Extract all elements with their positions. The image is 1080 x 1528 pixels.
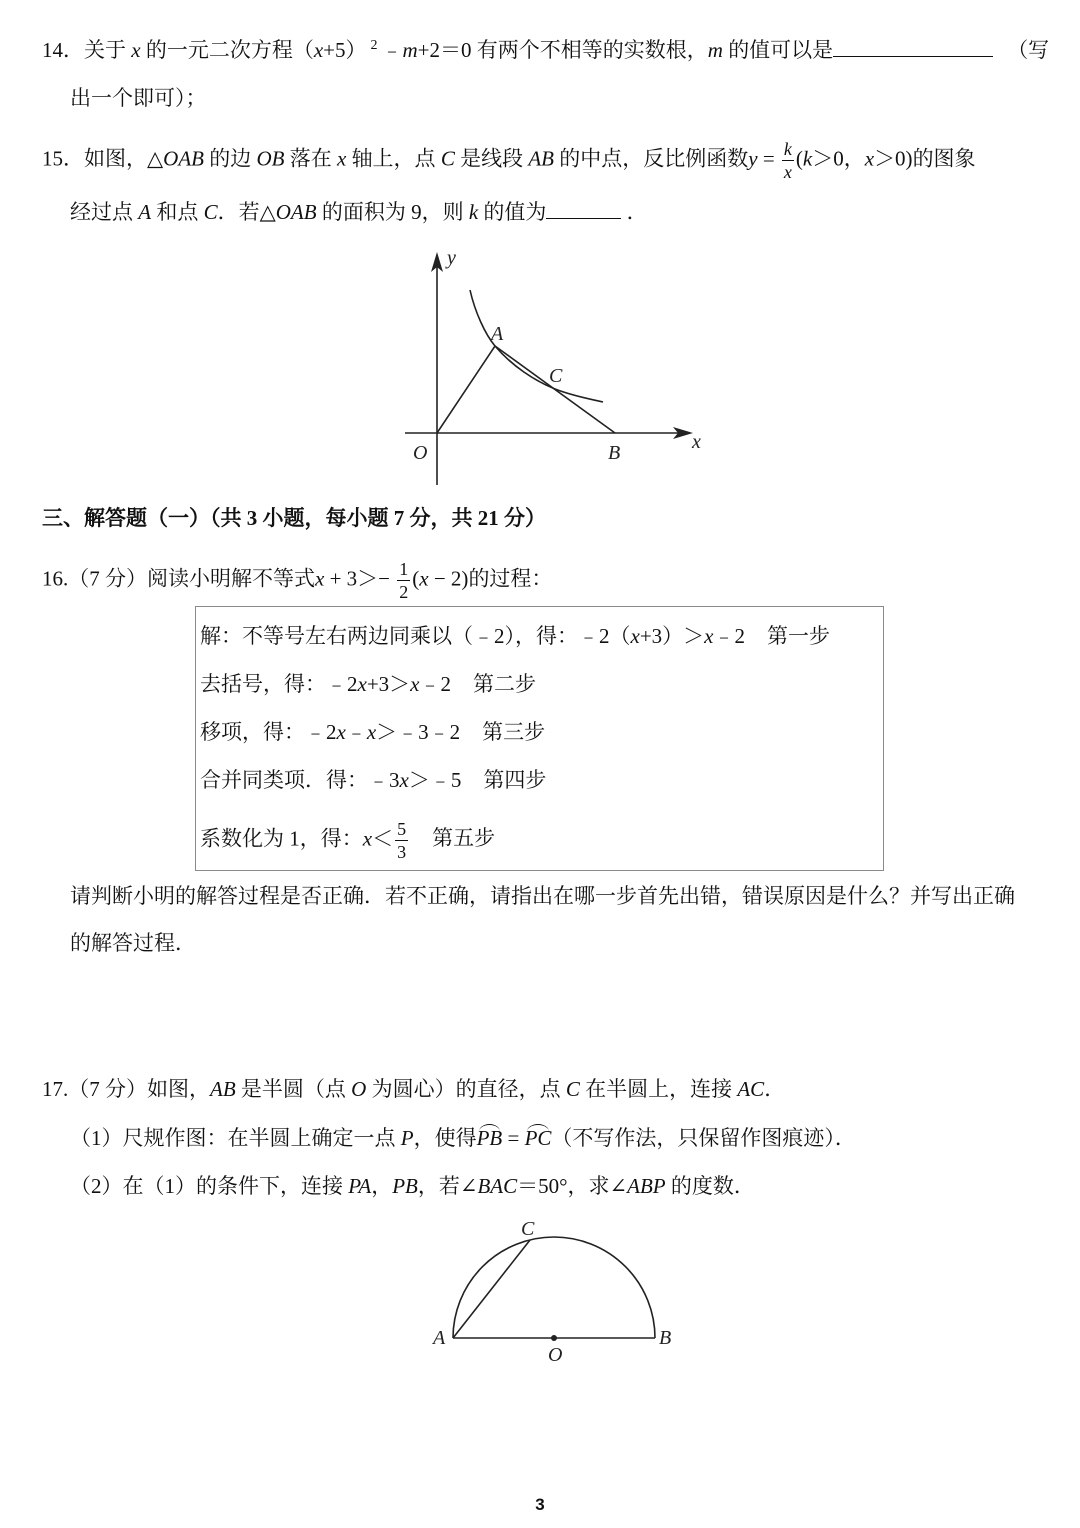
var-x: x [357, 672, 367, 696]
q16-math: − 2) [428, 566, 469, 591]
q17-text: （2）在（1）的条件下，连接 [70, 1174, 349, 1198]
label-O: O [548, 1344, 563, 1366]
q15-text: 经过点 [70, 200, 139, 224]
step-text: 解：不等号左右两边同乘以（﹣2），得：﹣2（ [200, 624, 631, 648]
q15-text: 和点 [151, 200, 204, 224]
q15-line-1 [42, 140, 976, 181]
q14-text: （写 [1007, 38, 1050, 62]
var-C: C [203, 200, 218, 224]
hyperbola-curve [470, 290, 603, 402]
step-text: ＜ [372, 826, 394, 851]
step-text: 合并同类项．得：﹣3 [200, 768, 400, 792]
q15-text: 的中点，反比例函数 [553, 146, 749, 171]
var-O: O [351, 1077, 367, 1101]
q17-text: （不写作法，只保留作图痕迹）． [551, 1126, 856, 1150]
q14-text: 的值可以是 [722, 38, 834, 62]
fraction-five-thirds [395, 820, 408, 861]
q17-text: 17.（7 分）如图， [42, 1077, 210, 1101]
solution-step-4 [200, 768, 546, 792]
section-title: 三、解答题（一）（共 3 小题，每小题 7 分，共 21 分） [42, 506, 546, 530]
q14-text: +5） [323, 38, 367, 62]
var-x: x [313, 38, 324, 62]
arc-PB: PB [476, 1126, 503, 1150]
step-text: 去括号，得：﹣2 [200, 672, 358, 696]
var-x: x [399, 768, 409, 792]
label-y: y [447, 247, 456, 269]
var-x: x [630, 624, 640, 648]
semicircle-arc [453, 1237, 655, 1338]
triangle-sides-OA-AB [437, 346, 615, 433]
var-x: x [864, 146, 875, 171]
q16-text: 的过程： [468, 566, 553, 591]
q15-text: ． [621, 200, 648, 224]
var-k: k [468, 200, 479, 224]
step-text: ＞﹣5 [408, 768, 462, 792]
q17-text: 在半圆上，连接 [579, 1077, 738, 1101]
var-x: x [366, 720, 377, 744]
answer-blank [833, 38, 993, 57]
solution-step-2 [200, 672, 536, 696]
q15-text: ＞0， [812, 146, 865, 171]
paren: ( [795, 146, 803, 171]
q15-text: 落在 [284, 146, 337, 171]
step-text: +3）＞ [639, 624, 705, 648]
q17-text: 的度数． [665, 1174, 755, 1198]
q14-text: 14．关于 [42, 38, 132, 62]
fraction-one-half [397, 560, 410, 601]
q16-instruction-line-2: 的解答过程． [70, 931, 196, 955]
q16-instruction-line-1: 请判断小明的解答过程是否正确．若不正确，请指出在哪一步首先出错，错误原因是什么？并写出正确 [70, 884, 1015, 908]
q17-text: 为圆心）的直径，点 [366, 1077, 566, 1101]
var-OAB: OAB [275, 200, 317, 224]
var-m: m [707, 38, 723, 62]
var-x: x [336, 720, 346, 744]
q17-text: 是半圆（点 [235, 1077, 352, 1101]
step-text: +3＞ [366, 672, 411, 696]
step-text: 移项，得：﹣2 [200, 720, 337, 744]
label-B: B [608, 442, 621, 464]
solution-step-1 [200, 624, 830, 648]
label-O: O [413, 442, 428, 464]
fraction-denominator: 2 [399, 582, 409, 602]
step-text: ＞﹣3﹣2 [376, 720, 461, 744]
fraction-numerator: k [783, 139, 792, 159]
var-x: x [362, 826, 373, 851]
var-ABP: ABP [627, 1174, 666, 1198]
exponent: 2 [370, 38, 378, 53]
step-label: 第四步 [483, 768, 547, 792]
q17-text: ，使得 [413, 1126, 477, 1150]
q15-line-2 [70, 200, 648, 224]
q15-text: 15．如图，△ [42, 146, 164, 171]
q17-text: ，若∠ [417, 1174, 478, 1198]
step-text: ﹣2 [713, 624, 745, 648]
q17-text: ＝50°，求∠ [517, 1174, 628, 1198]
fraction-numerator: 1 [399, 559, 409, 579]
var-C: C [565, 1077, 580, 1101]
q15-text: 的图象 [912, 146, 976, 171]
step-text: ﹣ [345, 720, 367, 744]
q14-text: ﹣ [381, 38, 403, 62]
step-label: 第五步 [432, 826, 496, 851]
q14-text: 的一元二次方程（ [140, 38, 314, 62]
q14-line-2: 出一个即可）； [70, 86, 207, 110]
var-P: P [400, 1126, 414, 1150]
label-C: C [521, 1218, 535, 1240]
equals-sign: = [502, 1126, 525, 1150]
q15-text: 的面积为 9，则 [316, 200, 469, 224]
var-x: x [419, 566, 429, 591]
solution-step-3 [200, 720, 545, 744]
label-C: C [549, 365, 563, 387]
q15-text: ＞0) [874, 146, 913, 171]
var-x: x [704, 624, 714, 648]
var-y: y [748, 146, 758, 171]
q15-text: 的值为 [478, 200, 547, 224]
step-text: ﹣2 [419, 672, 451, 696]
step-label: 第三步 [482, 720, 546, 744]
label-A: A [491, 323, 504, 345]
q14-line-1 [42, 38, 1049, 62]
arc-PC: PC [524, 1126, 552, 1150]
q17-text: ， [371, 1174, 393, 1198]
q17-text: （1）尺规作图：在半圆上确定一点 [70, 1126, 401, 1150]
q17-part-2 [70, 1174, 755, 1198]
center-point-O [551, 1335, 557, 1341]
label-A: A [433, 1327, 446, 1349]
solution-box [195, 606, 884, 871]
solution-step-5 [200, 820, 495, 861]
figure-hyperbola-triangle [395, 240, 715, 485]
label-B: B [659, 1327, 672, 1349]
page-number: 3 [535, 1495, 545, 1514]
q17-text: ． [764, 1077, 786, 1101]
var-x: x [336, 146, 347, 171]
var-AB: AB [528, 146, 554, 171]
q16-text: 16.（7 分）阅读小明解不等式 [42, 566, 315, 591]
var-OAB: OAB [163, 146, 204, 171]
label-x: x [692, 431, 701, 453]
var-AC: AC [737, 1077, 765, 1101]
chord-AC [453, 1240, 530, 1338]
var-C: C [440, 146, 455, 171]
var-BAC: BAC [477, 1174, 518, 1198]
var-A: A [138, 200, 152, 224]
q17-line-1 [42, 1077, 785, 1101]
var-x: x [315, 566, 325, 591]
q15-text: 轴上，点 [346, 146, 441, 171]
q15-text: 的边 [203, 146, 257, 171]
paren: ( [412, 566, 420, 591]
var-OB: OB [256, 146, 285, 171]
var-PB: PB [392, 1174, 418, 1198]
step-label: 第二步 [473, 672, 536, 696]
q14-text: +2＝0 有两个不相等的实数根， [417, 38, 708, 62]
q15-text: 是线段 [454, 146, 529, 171]
fraction-denominator: 3 [397, 842, 407, 862]
var-x: x [410, 672, 420, 696]
var-PA: PA [348, 1174, 372, 1198]
answer-blank [546, 200, 621, 219]
q16-math: + 3＞− [324, 566, 396, 591]
fraction-denominator: x [783, 162, 792, 182]
step-text: 系数化为 1，得： [200, 826, 363, 851]
q15-text: ．若△ [217, 200, 276, 224]
equals-sign: = [757, 146, 780, 171]
var-x: x [131, 38, 141, 62]
var-AB: AB [210, 1077, 236, 1101]
fraction-k-over-x [782, 140, 794, 181]
step-label: 第一步 [767, 624, 830, 648]
var-m: m [402, 38, 418, 62]
q16-line-1 [42, 560, 552, 601]
var-k: k [802, 146, 813, 171]
fraction-numerator: 5 [397, 819, 407, 839]
figure-semicircle [425, 1210, 685, 1375]
q17-part-1 [70, 1126, 856, 1150]
